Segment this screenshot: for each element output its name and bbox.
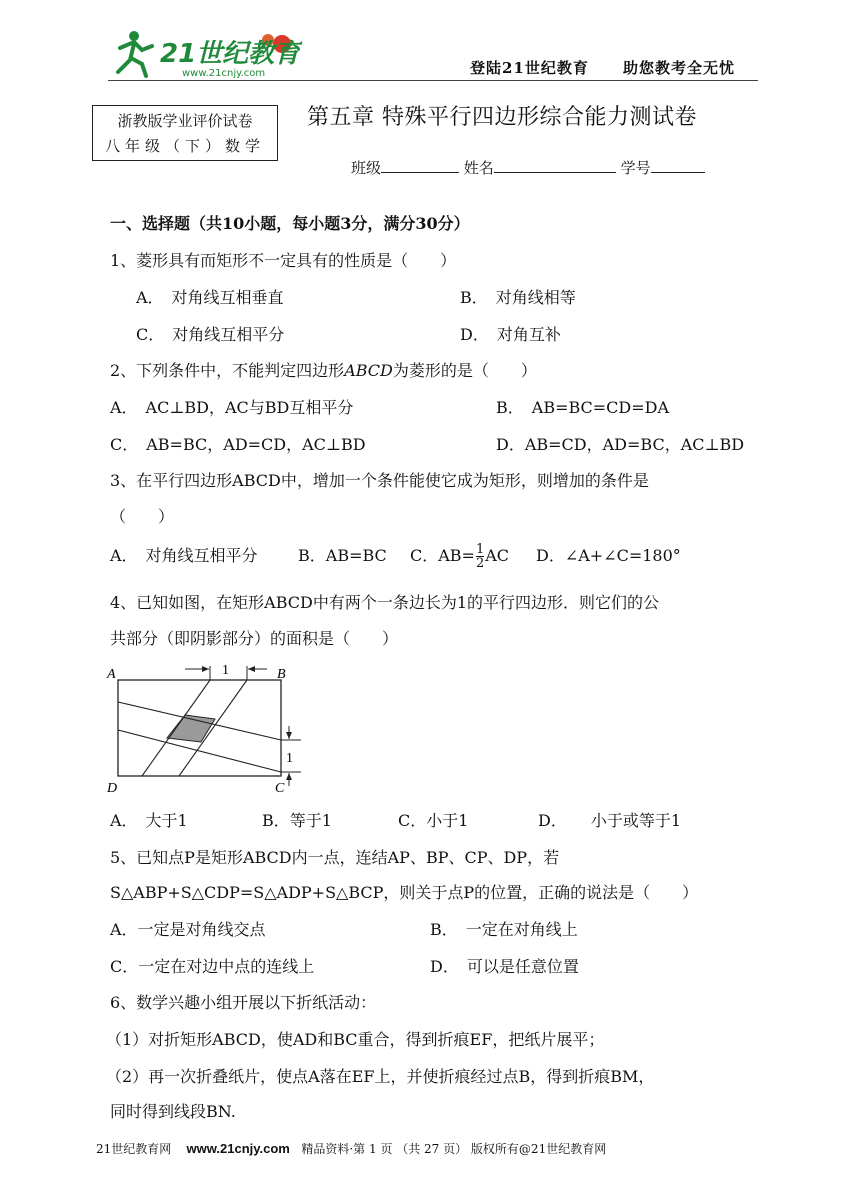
q5-option-c: C．一定在对边中点的连线上 [110,957,315,976]
vertex-d: D [107,781,118,795]
logo-text: 21世纪教育 [160,39,301,69]
logo-url: www.21cnjy.com [182,68,266,79]
q2-option-d: D．AB=CD，AD=BC，AC⊥BD [496,435,745,454]
footer-right: 精品资料·第 1 页 （共 27 页） 版权所有@21世纪教育网 [301,1142,607,1156]
vertex-a: A [107,667,116,682]
page-footer [96,1140,606,1157]
site-logo [112,28,302,80]
q2-option-a: A． AC⊥BD，AC与BD互相平分 [110,398,354,417]
fig-right-length: 1 [286,751,293,766]
student-fields [351,157,705,178]
q3-option-b: B．AB=BC [298,546,387,565]
q1-option-a: A． 对角线互相垂直 [136,288,284,307]
q3-stem: 3、在平行四边形ABCD中，增加一个条件能使它成为矩形，则增加的条件是 [110,471,649,490]
slogan-left: 登陆21世纪教育 [470,59,589,77]
q5-option-b: B． 一定在对角线上 [430,920,578,939]
q4-figure [105,660,310,795]
slogan-right: 助您教考全无忧 [623,59,736,77]
q2-stem-var: ABCD [344,361,393,380]
q1-stem: 1、菱形具有而矩形不一定具有的性质是（ ） [110,251,457,270]
q4-stem-1: 4、已知如图，在矩形ABCD中有两个一条边长为1的平行四边形．则它们的公 [110,593,660,612]
q5-stem-2: S△ABP+S△CDP=S△ADP+S△BCP，则关于点P的位置，正确的说法是（ ） [110,883,699,902]
q6-step-1: （1）对折矩形ABCD，使AD和BC重合，得到折痕EF，把纸片展平； [106,1030,605,1049]
q3-frac-num: 1 [475,542,485,557]
q3-option-a: A． 对角线互相平分 [110,546,258,565]
number-blank[interactable] [651,158,705,173]
q4-stem-2: 共部分（即阴影部分）的面积是（ ） [110,629,399,648]
class-label: 班级 [351,159,382,177]
vertex-c: C [275,781,285,795]
q3-frac-den: 2 [475,556,485,571]
q1-option-c: C． 对角线互相平分 [136,325,285,344]
q2-option-b: B． AB=BC=CD=DA [496,398,670,417]
q3-c-post: AC [485,546,510,565]
q1-option-d: D． 对角互补 [460,325,561,344]
q2-stem [110,358,537,381]
q6-stem: 6、数学兴趣小组开展以下折纸活动： [110,993,377,1012]
q3-option-d: D．∠A+∠C=180° [536,546,681,565]
fig-top-length: 1 [222,663,229,678]
footer-left: 21世纪教育网 [96,1142,172,1156]
series-line-2: 八年级（下）数学 [104,137,265,155]
q2-stem-pre: 2、下列条件中，不能判定四边形 [110,361,345,380]
q1-option-b: B． 对角线相等 [460,288,576,307]
page-title: 第五章 特殊平行四边形综合能力测试卷 [307,105,697,130]
q5-option-a: A．一定是对角线交点 [110,920,266,939]
name-label: 姓名 [463,159,494,177]
q6-step-3: 同时得到线段BN. [110,1102,236,1121]
series-box [92,105,278,161]
footer-url[interactable]: www.21cnjy.com [186,1141,290,1156]
runner-icon [118,31,152,76]
q4-option-b: B．等于1 [262,811,332,830]
q3-fraction [476,543,484,570]
q5-stem-1: 5、已知点P是矩形ABCD内一点，连结AP、BP、CP、DP，若 [110,848,560,867]
q3-option-c [410,543,509,570]
number-label: 学号 [620,159,651,177]
q3-paren: （ ） [110,507,175,526]
q2-option-c: C． AB=BC，AD=CD，AC⊥BD [110,435,366,454]
header-divider [108,80,758,81]
q4-option-a: A． 大于1 [110,811,188,830]
q5-option-d: D． 可以是任意位置 [430,957,579,976]
class-blank[interactable] [381,158,459,173]
vertex-b: B [277,667,286,682]
q2-stem-post: 为菱形的是（ ） [392,361,537,380]
q4-option-d: D． 小于或等于1 [538,811,682,830]
q3-c-pre: C．AB= [410,546,475,565]
q6-step-2: （2）再一次折叠纸片，使点A落在EF上，并使折痕经过点B，得到折痕BM， [106,1067,655,1086]
name-blank[interactable] [494,158,616,173]
q4-option-c: C．小于1 [398,811,469,830]
series-line-1: 浙教版学业评价试卷 [117,112,253,130]
section-heading: 一、选择题（共10小题，每小题3分，满分30分） [110,214,470,233]
